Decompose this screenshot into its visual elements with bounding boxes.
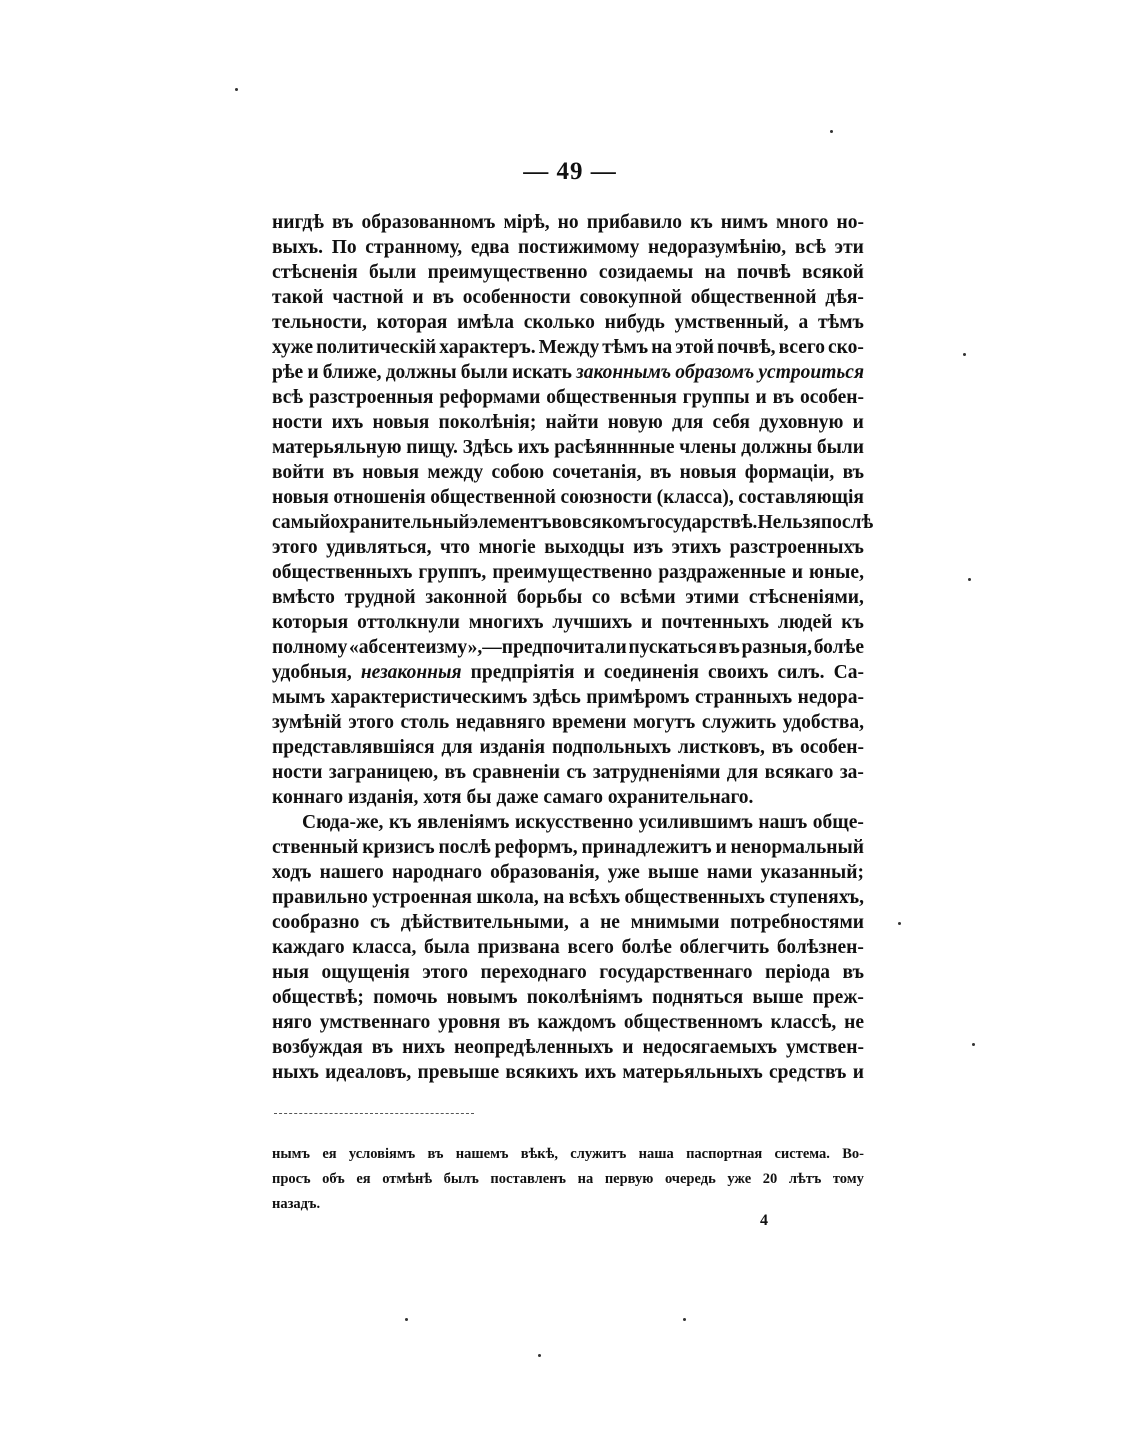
- body-line: ности заграницею, въ сравненіи съ затрудненіями для всякаго за-: [272, 762, 864, 783]
- body-line: мымъ характеристическимъ здѣсь примѣромъ странныхъ недора-: [272, 687, 864, 708]
- body-text: [272, 210, 874, 1085]
- footnote-line-text: назадъ.: [272, 1196, 321, 1212]
- body-line: такой частной и въ особенности совокупной общественной дѣя-: [272, 287, 864, 308]
- body-line: сообразно съ дѣйствительными, а не мнимыми потребностями: [272, 912, 864, 933]
- body-line: зумѣній этого столь недавняго времени могутъ служить удобства,: [272, 712, 864, 733]
- body-line: ности ихъ новыя поколѣнія; найти новую для себя духовную и: [272, 412, 864, 433]
- scan-speck: [538, 1354, 541, 1357]
- body-line: Сюда-же, къ явленіямъ искусственно усилившимъ нашъ обще-: [302, 812, 864, 833]
- body-line: вмѣсто трудной законной борьбы со всѣми этими стѣсненіями,: [272, 587, 864, 608]
- body-line-text: коннаго изданія, хотя бы даже самаго охранительнаго.: [272, 787, 754, 808]
- body-line: удобныя, незаконныя предпріятія и соединенія своихъ силъ. Са-: [272, 662, 864, 683]
- body-line: полному «абсентеизму»,—предпочитали пускаться въ разныя, болѣе: [272, 637, 864, 658]
- body-line: каждаго класса, была призвана всего болѣе облегчить болѣзнен-: [272, 937, 864, 958]
- footnote-rule: [274, 1113, 474, 1114]
- body-line: правильно устроенная школа, на всѣхъ общественныхъ ступеняхъ,: [272, 887, 864, 908]
- scan-speck: [968, 578, 971, 581]
- body-line: тельности, которая имѣла сколько нибудь умственный, а тѣмъ: [272, 312, 864, 333]
- scan-speck: [830, 130, 833, 133]
- body-line: которыя оттолкнули многихъ лучшихъ и почтенныхъ людей къ: [272, 612, 864, 633]
- body-line: новыя отношенія общественной союзности (класса), составляющія: [272, 487, 864, 508]
- body-line: этого удивляться, что многіе выходцы изъ этихъ разстроенныхъ: [272, 537, 864, 558]
- body-line: нигдѣ въ образованномъ мірѣ, но прибавило къ нимъ много но-: [272, 212, 864, 233]
- scan-speck: [898, 922, 901, 925]
- body-line: войти въ новыя между собою сочетанія, въ новыя формаціи, въ: [272, 462, 864, 483]
- body-line: обществѣ; помочь новымъ поколѣніямъ подняться выше преж-: [272, 987, 864, 1008]
- body-line: няго умственнаго уровня въ каждомъ общественномъ классѣ, не: [272, 1012, 864, 1033]
- body-line: [272, 785, 864, 810]
- footnote-line: нымъ ея условіямъ въ нашемъ вѣкѣ, служитъ наша паспортная система. Во-: [272, 1146, 864, 1162]
- body-line: всѣ разстроенныя реформами общественныя группы и въ особен-: [272, 387, 864, 408]
- page-number: — 49 —: [523, 158, 617, 185]
- footnote: [272, 1143, 864, 1218]
- scan-speck: [405, 1318, 408, 1321]
- body-line: самый охранительный элементъ во всякомъ государствѣ. Нельзя послѣ: [272, 512, 874, 533]
- body-line: возбуждая въ нихъ неопредѣленныхъ и недосягаемыхъ умствен-: [272, 1037, 864, 1058]
- scan-speck: [963, 353, 966, 356]
- footnote-line: [272, 1193, 864, 1218]
- scan-speck: [972, 1043, 975, 1046]
- body-line: рѣе и ближе, должны были искать законнымъ образомъ устроиться: [272, 362, 864, 383]
- body-line: матерьяльную пищу. Здѣсь ихъ расѣянннные члены должны были: [272, 437, 864, 458]
- body-line: общественныхъ группъ, преимущественно раздраженные и юные,: [272, 562, 864, 583]
- body-line: ныя ощущенія этого переходнаго государственнаго періода въ: [272, 962, 864, 983]
- scan-speck: [235, 88, 238, 91]
- body-line: стѣсненія были преимущественно созидаемы на почвѣ всякой: [272, 262, 864, 283]
- scan-speck: [683, 1318, 686, 1321]
- footnote-line: просъ объ ея отмѣнѣ былъ поставленъ на первую очередь уже 20 лѣтъ тому: [272, 1171, 864, 1187]
- signature-mark: 4: [760, 1212, 768, 1229]
- body-line: ныхъ идеаловъ, превыше всякихъ ихъ матерьяльныхъ средствъ и: [272, 1062, 864, 1083]
- body-line: ственный кризисъ послѣ реформъ, принадлежитъ и ненормальный: [272, 837, 864, 858]
- body-line: хуже политическій характеръ. Между тѣмъ на этой почвѣ, всего ско-: [272, 337, 864, 358]
- body-line: выхъ. По странному, едва постижимому недоразумѣнію, всѣ эти: [272, 237, 864, 258]
- body-line: представлявшіяся для изданія подпольныхъ листковъ, въ особен-: [272, 737, 864, 758]
- body-line: ходъ нашего народнаго образованія, уже выше нами указанный;: [272, 862, 864, 883]
